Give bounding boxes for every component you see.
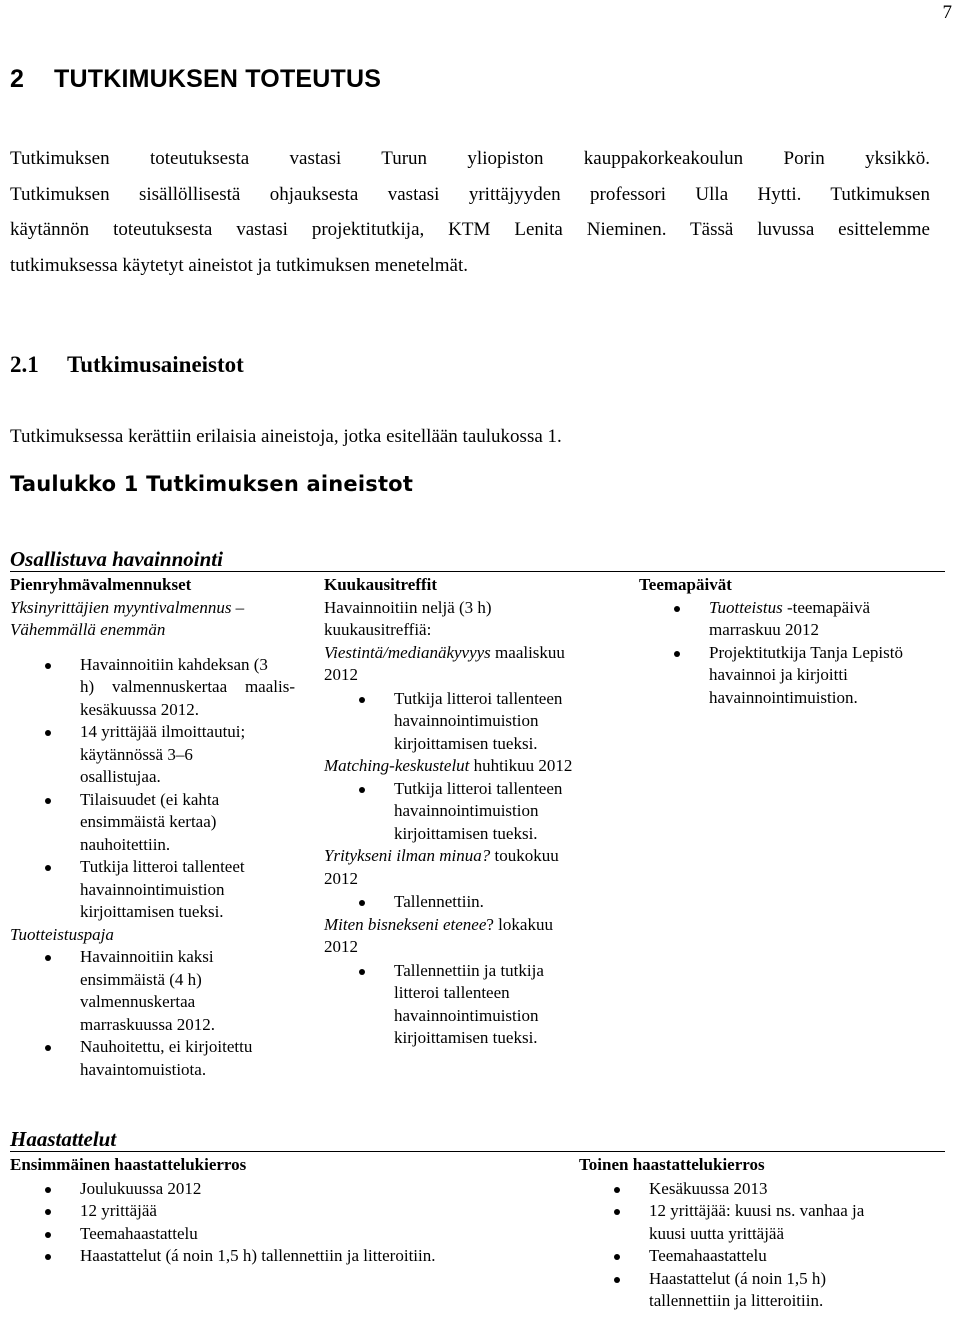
event-date: ? lokakuu [486,914,553,934]
list-item-line: marraskuu 2012 [709,620,820,639]
list-item-line: marraskuussa 2012. [80,1014,216,1034]
event-list [324,778,614,846]
list-item [10,654,295,722]
tuotteistuspaja-list [10,946,295,1081]
event-title: Yritykseni ilman minua? [324,846,491,865]
event-date-line: 2012 [324,937,358,956]
first-round-list [10,1178,570,1268]
event-list [324,688,614,756]
list-item-line: kirjoittamisen tueksi. [394,1028,538,1047]
event-title-line [324,914,614,937]
list-item-line: valmennuskertaa [80,992,196,1011]
list-item-line: Havainnoitiin kaksi [80,947,214,966]
list-item-line: Tilaisuudet (ei kahta [80,789,220,809]
section-title: Tutkimusaineistot [67,352,244,377]
list-item-line: osallistujaa. [80,767,161,786]
valmennus-subtitle: Yksinyrittäjien myyntivalmennus – [10,597,245,617]
list-item-line: kuusi uutta yrittäjää [649,1223,785,1243]
intro-line: tutkimuksessa käytetyt aineistot ja tutkimuksen menetelmät. [10,254,469,276]
osallistuva-title: Osallistuva havainnointi [10,547,223,571]
second-round-list [579,1178,939,1313]
list-item-line: Tallennettiin ja tutkija [394,960,544,980]
event-title-line [324,642,614,665]
event-date-line: 2012 [324,868,358,888]
list-item-line: kesäkuussa 2012. [80,699,199,719]
teemapaivat-column [639,574,939,709]
list-item [324,960,614,1050]
teemapaivat-heading: Teemapäivät [639,575,732,594]
chapter-title: TUTKIMUKSEN TOTEUTUS [54,65,382,93]
list-item-line: Tutkija litteroi tallenteen [394,778,563,798]
haastattelut-rule [10,1151,945,1152]
list-item-line: tallennettiin ja litteroitiin. [649,1291,824,1310]
second-round-heading: Toinen haastattelukierros [579,1155,765,1174]
kuukausitreffit-intro: Havainnoitiin neljä (3 h) [324,597,492,617]
list-item-line: litteroi tallenteen [394,983,510,1002]
list-item-line: Nauhoitettu, ei kirjoitettu [80,1037,253,1056]
event-list [324,891,614,914]
list-item-line: Tallennettiin. [394,892,484,911]
event-date: huhtikuu 2012 [469,756,573,775]
list-item-line: Projektitutkija Tanja Lepistö [709,642,903,662]
list-item [10,946,295,1036]
list-item-line: h) valmennuskertaa maalis- [80,677,295,696]
pienryhma-list [10,654,295,924]
list-item-line: Tutkija litteroi tallenteet [80,857,245,876]
list-item-line: havainnointimuistion. [709,687,858,707]
list-item [10,1245,570,1268]
list-item-line: Havainnoitiin kahdeksan (3 [80,654,268,674]
list-item [579,1200,939,1245]
list-item [10,789,295,857]
list-item-line: nauhoitettiin. [80,834,171,854]
list-item-line: kirjoittamisen tueksi. [394,823,538,843]
chapter-heading [10,62,381,96]
list-item [10,1200,570,1223]
section-number: 2.1 [10,352,39,377]
kuukausitreffit-intro: kuukausitreffiä: [324,620,432,639]
list-item-line: ensimmäistä (4 h) [80,969,202,989]
list-item [10,856,295,924]
haastattelut-title: Haastattelut [10,1127,117,1151]
event-list [324,960,614,1050]
list-item [324,778,614,846]
list-item-emphasis: Tuotteistus [709,597,783,617]
kuukausitreffit-heading: Kuukausitreffit [324,575,438,594]
first-round-column [10,1154,570,1268]
event-title-line [324,755,614,778]
event-title: Miten bisnekseni etenee [324,914,487,934]
list-item-line: käytännössä 3–6 [80,744,193,764]
list-item-line: ensimmäistä kertaa) [80,812,217,831]
list-item [639,642,939,710]
first-round-heading: Ensimmäinen haastattelukierros [10,1155,247,1174]
tuotteistuspaja-heading: Tuotteistuspaja [10,924,114,944]
list-item [579,1178,939,1201]
list-item-line: 14 yrittäjää ilmoittautui; [80,722,246,741]
pienryhma-heading: Pienryhmävalmennukset [10,575,192,594]
list-item-line: Kesäkuussa 2013 [649,1178,768,1198]
chapter-number: 2 [10,65,25,93]
list-item [639,597,939,642]
list-item-line: kirjoittamisen tueksi. [394,733,538,753]
event-date-line: 2012 [324,665,358,684]
list-item [10,1223,570,1246]
intro-line: Tutkimuksen toteutuksesta vastasi Turun yliopiston kauppakorkeakoulun Porin yksikkö. [10,148,930,169]
list-item-line: Teemahaastattelu [649,1246,767,1265]
intro-line: käytännön toteutuksesta vastasi projektitutkija, KTM Lenita Nieminen. Tässä luvussa esittelemme [10,219,930,240]
list-item-line: havainnointimuistion [394,1005,539,1025]
list-item-text: -teemapäivä [782,597,870,617]
list-item-line: havainnointimuistion [394,711,539,730]
teemapaivat-list [639,597,939,710]
list-item-line: Haastattelut (á noin 1,5 h) [649,1268,827,1288]
pienryhma-column [10,574,295,1081]
list-item [324,891,614,914]
event-title-line [324,845,614,868]
list-item [579,1245,939,1268]
list-item [579,1268,939,1313]
list-item-line: Joulukuussa 2012 [80,1178,202,1198]
list-item-line [709,597,939,620]
second-round-column [579,1154,939,1313]
list-item [10,721,295,789]
list-item-line: Haastattelut (á noin 1,5 h) tallennettiin ja litteroitiin. [80,1246,436,1265]
list-item-line: 12 yrittäjää: kuusi ns. vanhaa ja [649,1201,865,1220]
section-lead: Tutkimuksessa kerättiin erilaisia aineistoja, jotka esitellään taulukossa 1. [10,426,562,447]
list-item [10,1178,570,1201]
list-item [324,688,614,756]
list-item-line: havaintomuistiota. [80,1059,207,1079]
page-number: 7 [942,2,952,23]
list-item-line: Teemahaastattelu [80,1223,198,1243]
osallistuva-rule [10,571,945,572]
valmennus-subtitle: Vähemmällä enemmän [10,620,166,639]
event-date: toukokuu [490,846,559,865]
section-heading [10,350,244,380]
event-title: Viestintä/medianäkyvyys [324,642,491,662]
table-caption: Taulukko 1 Tutkimuksen aineistot [10,472,414,496]
list-item-line: Tutkija litteroi tallenteen [394,688,563,708]
list-item-line: kirjoittamisen tueksi. [80,902,224,921]
list-item-line: havainnointimuistion [80,879,225,899]
event-title: Matching-keskustelut [324,756,470,775]
list-item-line: havainnoi ja kirjoitti [709,665,848,684]
list-item-line: 12 yrittäjää [80,1201,157,1220]
kuukausitreffit-column [324,574,614,1050]
list-item-line: havainnointimuistion [394,801,539,820]
intro-line: Tutkimuksen sisällöllisestä ohjauksesta vastasi yrittäjyyden professori Ulla Hytti. Tutkimuksen [10,183,930,205]
intro-paragraph [10,141,930,283]
event-date: maaliskuu [490,642,565,662]
list-item [10,1036,295,1081]
